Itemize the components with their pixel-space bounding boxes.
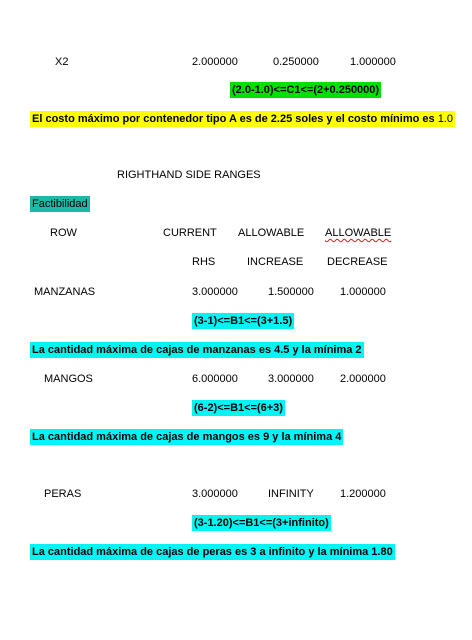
cost-summary bbox=[30, 111, 455, 127]
x2-decrease: 1.000000 bbox=[350, 56, 396, 68]
row-peras-increase: INFINITY bbox=[268, 488, 314, 500]
row-manzanas-decrease: 1.000000 bbox=[340, 286, 386, 298]
cost-summary-text: El costo máximo por contenedor tipo A es de 2.25 soles y el costo mínimo es bbox=[32, 113, 438, 125]
row-manzanas-label: MANZANAS bbox=[34, 286, 96, 298]
header-allowable-2: ALLOWABLE bbox=[325, 227, 392, 239]
row-mangos-summary: La cantidad máxima de cajas de mangos es 9 y la mínima 4 bbox=[32, 431, 342, 443]
row-peras-current: 3.000000 bbox=[192, 488, 238, 500]
cost-summary-min: 1.0 bbox=[437, 113, 453, 125]
row-mangos-increase: 3.000000 bbox=[268, 373, 314, 385]
row-peras-label: PERAS bbox=[44, 488, 82, 500]
x2-range: (2.0-1.0)<=C1<=(2+0.250000) bbox=[232, 84, 380, 96]
row-peras-range: (3-1.20)<=B1<=(3+infinito) bbox=[194, 517, 329, 529]
row-manzanas-increase: 1.500000 bbox=[268, 286, 314, 298]
header-allowable-1: ALLOWABLE bbox=[238, 227, 305, 239]
header-rhs: RHS bbox=[192, 256, 216, 268]
header-decrease: DECREASE bbox=[327, 256, 388, 268]
x2-current: 2.000000 bbox=[192, 56, 238, 68]
row-peras-summary: La cantidad máxima de cajas de peras es 3 a infinito y la mínima 1.80 bbox=[32, 546, 393, 558]
row-manzanas-current: 3.000000 bbox=[192, 286, 238, 298]
header-increase: INCREASE bbox=[247, 256, 304, 268]
row-mangos-label: MANGOS bbox=[44, 373, 93, 385]
rhs-title: RIGHTHAND SIDE RANGES bbox=[117, 169, 261, 181]
row-mangos-current: 6.000000 bbox=[192, 373, 238, 385]
row-mangos-decrease: 2.000000 bbox=[340, 373, 386, 385]
x2-label: X2 bbox=[55, 56, 69, 68]
row-mangos-range: (6-2)<=B1<=(6+3) bbox=[194, 402, 283, 414]
header-current: CURRENT bbox=[163, 227, 217, 239]
feasibility-label: Factibilidad bbox=[32, 198, 88, 210]
row-peras-decrease: 1.200000 bbox=[340, 488, 386, 500]
x2-increase: 0.250000 bbox=[273, 56, 319, 68]
row-manzanas-range: (3-1)<=B1<=(3+1.5) bbox=[194, 315, 293, 327]
header-row: ROW bbox=[50, 227, 77, 239]
row-manzanas-summary: La cantidad máxima de cajas de manzanas es 4.5 y la mínima 2 bbox=[32, 344, 362, 356]
